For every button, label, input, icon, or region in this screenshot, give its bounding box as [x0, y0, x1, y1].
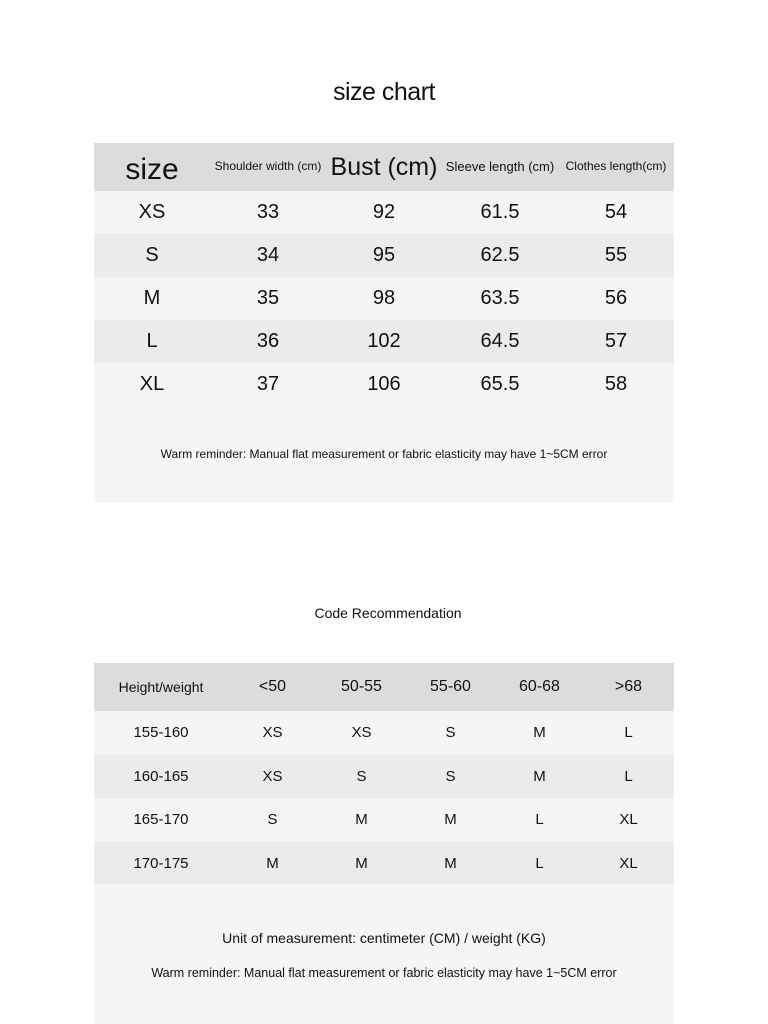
table-row — [94, 234, 674, 277]
table-cell: 36 — [256, 330, 280, 352]
recommendation-table-header — [94, 663, 674, 711]
recommendation-table — [94, 663, 674, 885]
table-cell: 155-160 — [133, 724, 189, 742]
header-bust: Bust (cm) — [330, 152, 438, 181]
table-row — [94, 191, 674, 234]
table-cell: 160-165 — [133, 767, 189, 785]
table-cell: 64.5 — [480, 330, 520, 352]
table-cell: 56 — [604, 287, 628, 309]
header-size: size — [125, 152, 179, 186]
table-cell: 165-170 — [133, 811, 189, 829]
table-cell: XS — [262, 767, 283, 785]
table-cell: 106 — [367, 373, 401, 395]
table-cell: 62.5 — [480, 244, 520, 266]
table-row — [94, 363, 674, 406]
header-shoulder-width: Shoulder width (cm) — [214, 159, 322, 174]
table-row — [94, 320, 674, 363]
table-row — [94, 798, 674, 842]
table-cell: XS — [262, 724, 283, 742]
table-cell: L — [535, 854, 544, 872]
table-cell: 58 — [604, 373, 628, 395]
table-cell: L — [624, 724, 633, 742]
table-cell: M — [266, 854, 279, 872]
size-table-header — [94, 143, 674, 191]
table-cell: 98 — [372, 287, 396, 309]
recommendation-reminder: Warm reminder: Manual flat measurement or fabric elasticity may have 1~5CM error — [151, 966, 617, 980]
recommendation-footer — [94, 884, 674, 1024]
table-cell: 55 — [604, 244, 628, 266]
table-cell: 102 — [367, 330, 401, 352]
table-cell: S — [445, 767, 456, 785]
table-cell: M — [355, 854, 368, 872]
size-table-body — [94, 191, 674, 406]
table-cell: L — [624, 767, 633, 785]
table-cell: S — [267, 811, 278, 829]
table-cell: 34 — [256, 244, 280, 266]
size-chart-reminder: Warm reminder: Manual flat measurement or fabric elasticity may have 1~5CM error — [160, 446, 608, 461]
header-sleeve-length: Sleeve length (cm) — [445, 158, 555, 174]
table-cell: 37 — [256, 373, 280, 395]
header-weight-range: <50 — [258, 678, 287, 695]
header-weight-range: 55-60 — [430, 678, 471, 695]
table-cell: 33 — [256, 201, 280, 223]
table-cell: XL — [619, 811, 638, 829]
table-cell: M — [444, 854, 457, 872]
header-weight-range: >68 — [614, 678, 643, 695]
unit-note: Unit of measurement: centimeter (CM) / weight (KG) — [222, 930, 546, 946]
table-cell: 54 — [604, 201, 628, 223]
table-cell: 95 — [372, 244, 396, 266]
table-cell: 92 — [372, 201, 396, 223]
table-cell: XS — [351, 724, 372, 742]
table-cell: L — [535, 811, 544, 829]
table-cell: M — [355, 811, 368, 829]
recommendation-title: Code Recommendation — [314, 605, 462, 621]
table-cell: M — [533, 767, 546, 785]
table-cell: S — [145, 244, 159, 266]
table-row — [94, 842, 674, 886]
table-cell: M — [444, 811, 457, 829]
header-weight-range: 60-68 — [519, 678, 560, 695]
header-clothes-length: Clothes length(cm) — [565, 159, 667, 174]
table-cell: 65.5 — [480, 373, 520, 395]
table-cell: M — [533, 724, 546, 742]
size-chart-footer — [94, 405, 674, 502]
table-cell: 35 — [256, 287, 280, 309]
table-cell: M — [143, 287, 161, 309]
table-cell: 63.5 — [480, 287, 520, 309]
table-cell: XL — [139, 373, 165, 395]
size-table — [94, 143, 674, 406]
header-weight-range: 50-55 — [341, 678, 382, 695]
table-row — [94, 277, 674, 320]
table-cell: 57 — [604, 330, 628, 352]
table-cell: XL — [619, 854, 638, 872]
table-cell: S — [356, 767, 367, 785]
table-row — [94, 755, 674, 799]
size-chart-title: size chart — [333, 78, 435, 106]
table-cell: S — [445, 724, 456, 742]
table-row — [94, 711, 674, 755]
header-height-weight: Height/weight — [118, 679, 204, 695]
table-cell: XS — [138, 201, 166, 223]
table-cell: L — [146, 330, 158, 352]
table-cell: 61.5 — [480, 201, 520, 223]
table-cell: 170-175 — [133, 854, 189, 872]
